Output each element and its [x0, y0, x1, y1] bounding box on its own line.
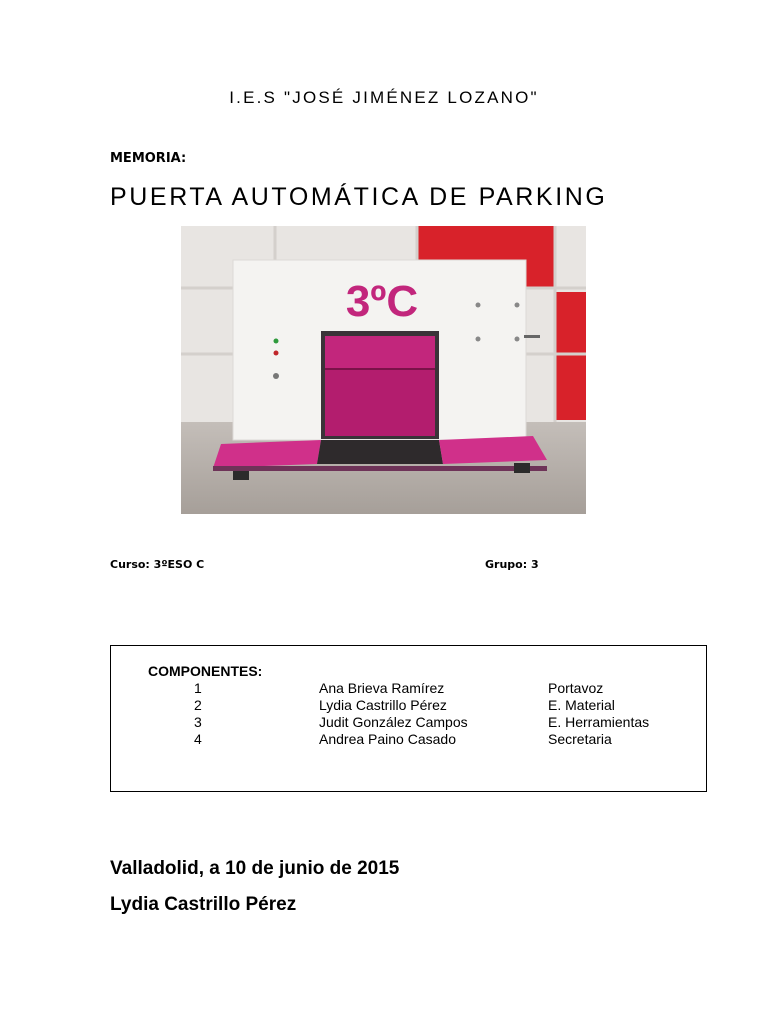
base-foot — [233, 471, 249, 480]
led-red — [274, 351, 279, 356]
base-right — [439, 436, 547, 464]
switch — [273, 373, 279, 379]
document-title: PUERTA AUTOMÁTICA DE PARKING — [110, 183, 608, 211]
garage-door-upper — [325, 336, 435, 368]
member-name: Judit González Campos — [319, 714, 468, 730]
memoria-label: MEMORIA: — [110, 151, 187, 166]
cover-photo — [181, 226, 586, 514]
member-name: Ana Brieva Ramírez — [319, 680, 445, 696]
member-row — [111, 731, 708, 748]
grupo-label: Grupo: 3 — [485, 558, 539, 571]
garage-door-lower — [325, 370, 435, 436]
member-row — [111, 697, 708, 714]
school-name: I.E.S "JOSÉ JIMÉNEZ LOZANO" — [229, 88, 539, 107]
base-foot — [514, 463, 530, 473]
author-name: Lydia Castrillo Pérez — [110, 894, 297, 915]
wall-tile-red — [555, 292, 586, 420]
componentes-box — [110, 645, 707, 792]
base-center — [317, 440, 443, 464]
led-green — [274, 339, 279, 344]
place-date: Valladolid, a 10 de junio de 2015 — [110, 858, 400, 879]
base-left — [213, 440, 321, 468]
member-name: Lydia Castrillo Pérez — [319, 697, 447, 713]
member-row — [111, 680, 708, 697]
member-number: 1 — [194, 680, 202, 696]
member-role: E. Material — [548, 697, 615, 713]
member-number: 3 — [194, 714, 202, 730]
member-role: Secretaria — [548, 731, 612, 747]
sign-text: 3ºC — [345, 277, 419, 326]
member-number: 4 — [194, 731, 202, 747]
member-number: 2 — [194, 697, 202, 713]
curso-label: Curso: 3ºESO C — [110, 558, 205, 571]
componentes-title: COMPONENTES: — [148, 663, 263, 679]
member-role: E. Herramientas — [548, 714, 650, 730]
member-role: Portavoz — [548, 680, 604, 696]
member-name: Andrea Paino Casado — [319, 731, 456, 747]
member-row — [111, 714, 708, 731]
